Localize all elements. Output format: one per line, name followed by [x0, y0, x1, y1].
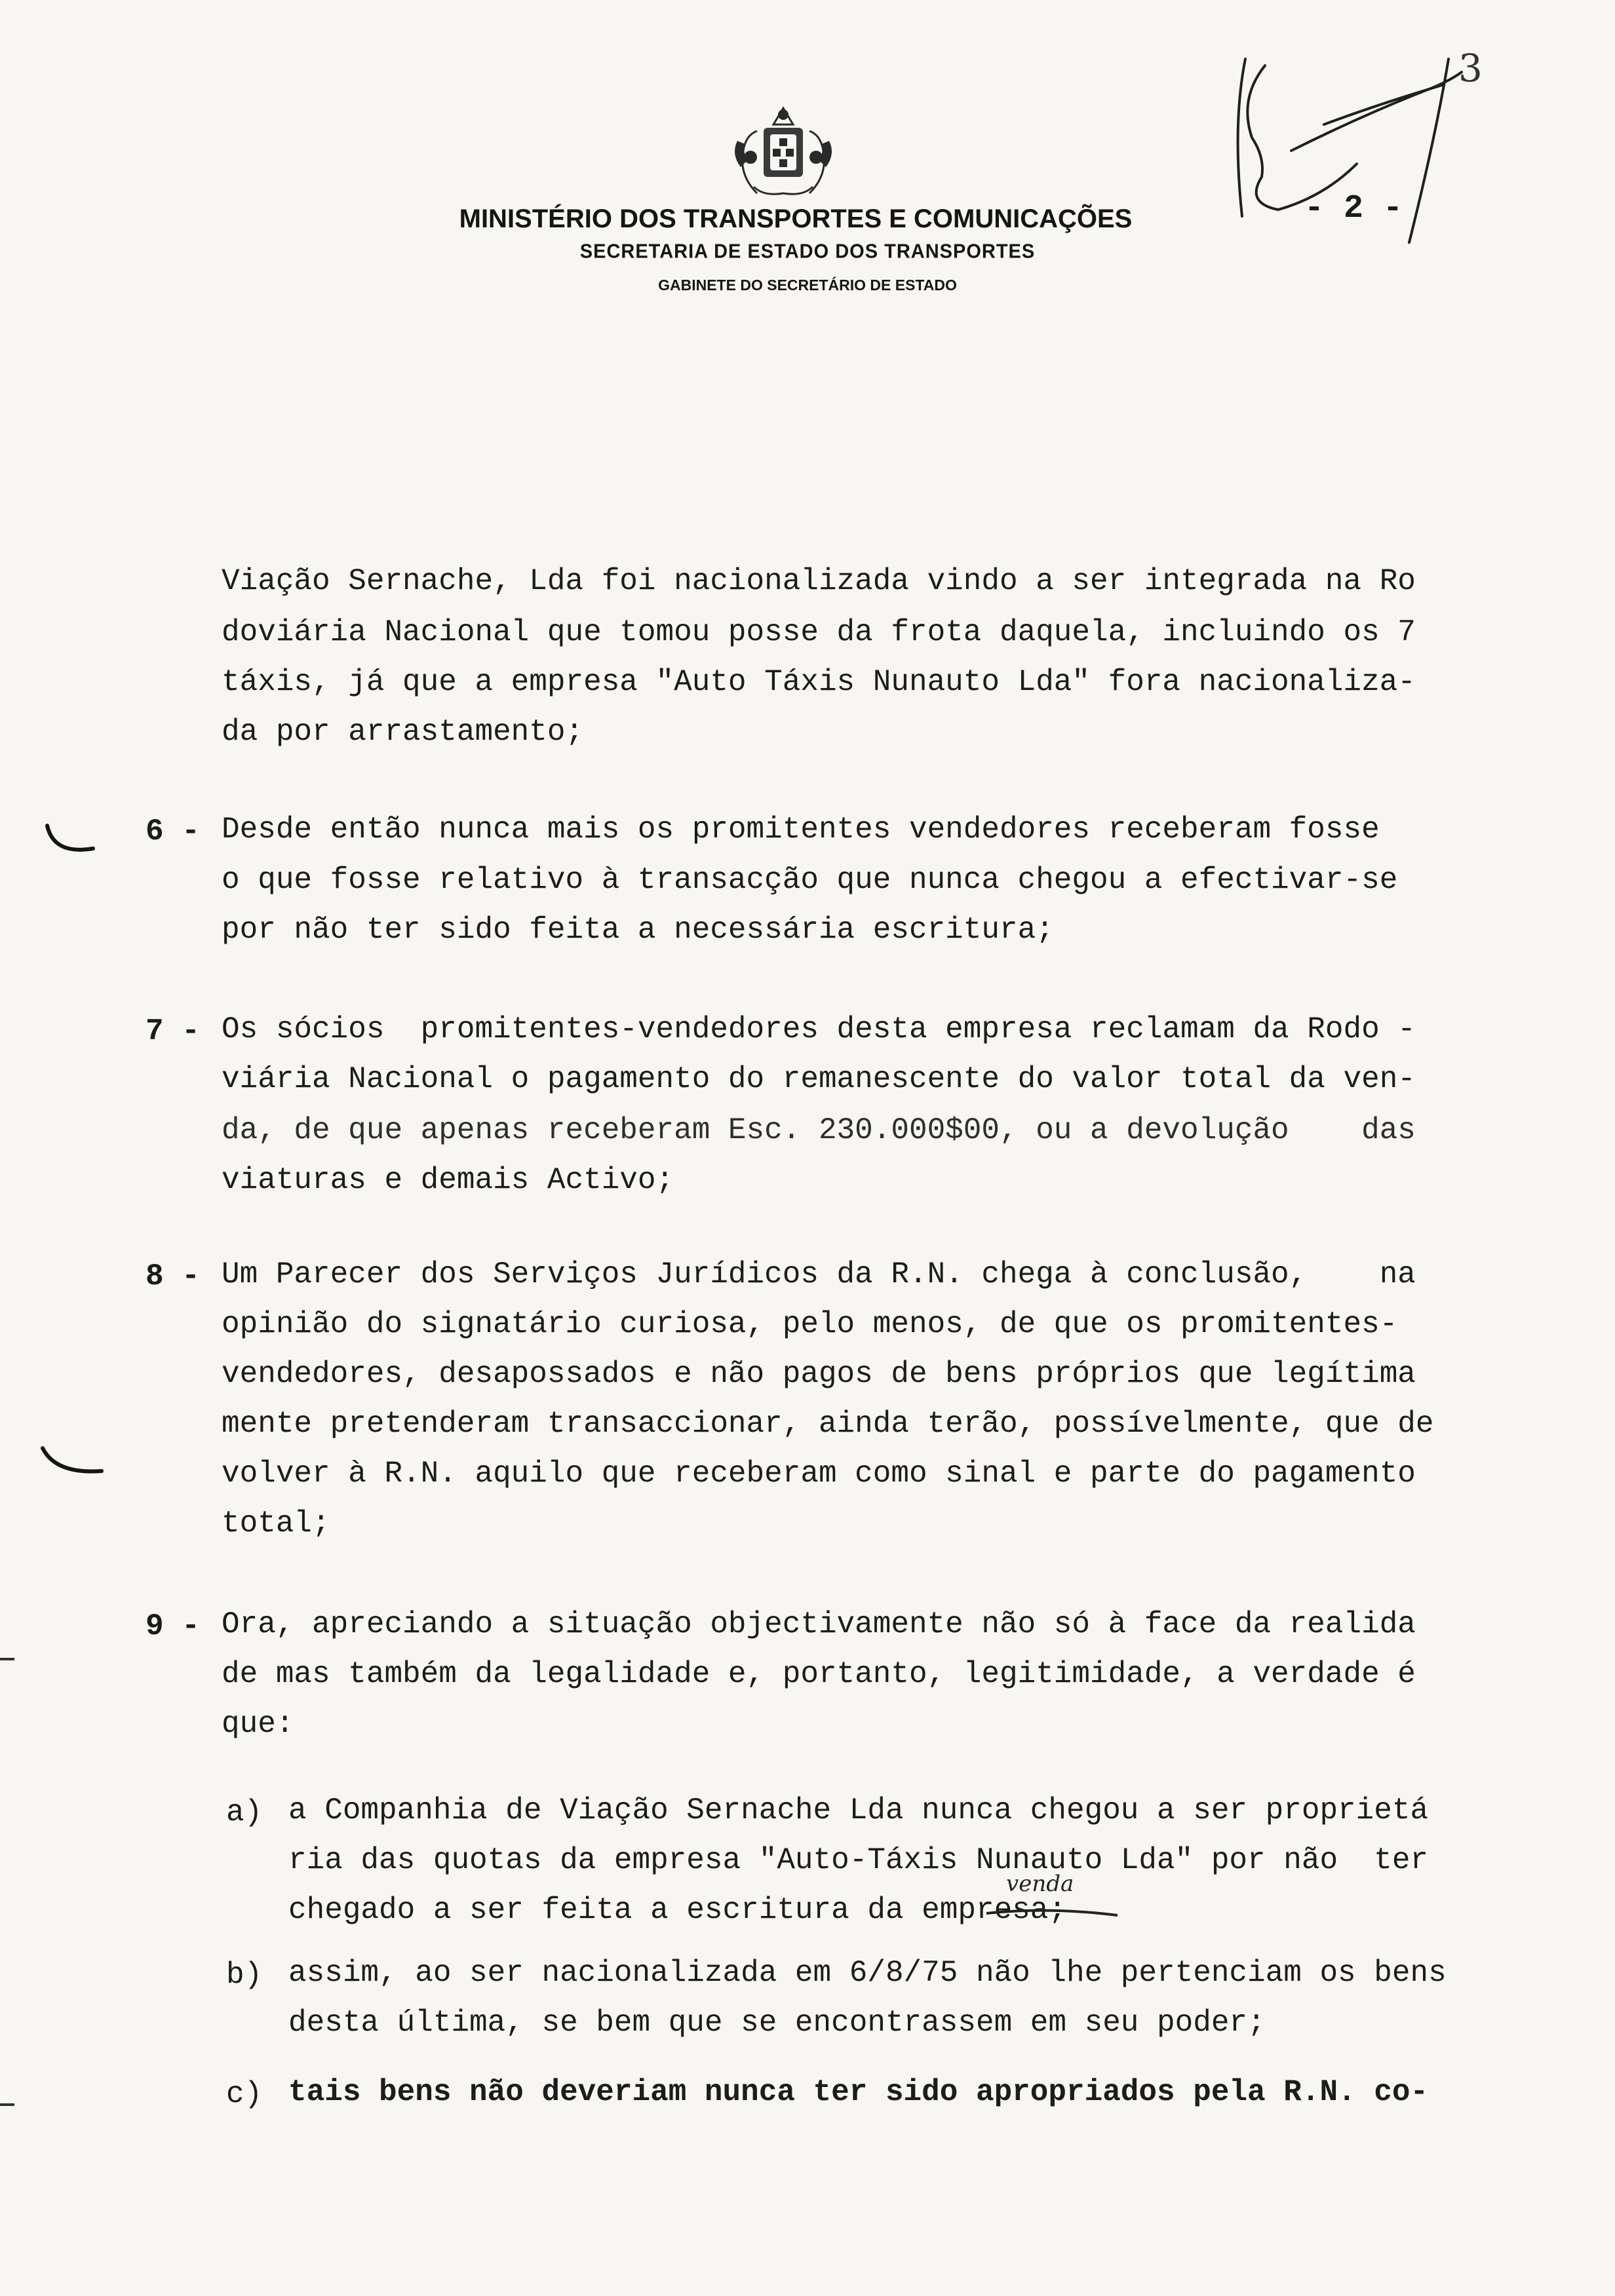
p9-line-2: de mas também da legalidade e, portanto, legitimidade, a verdade é [222, 1657, 1416, 1691]
paragraph-number: 8 - [146, 1259, 200, 1293]
p6-line-1: Desde então nunca mais os promitentes vendedores receberam fosse [222, 813, 1380, 847]
p7-line-2: viária Nacional o pagamento do remanescente do valor total da ven- [222, 1062, 1416, 1096]
p6-line-3: por não ter sido feita a necessária escritura; [222, 913, 1054, 947]
p8-line-6: total; [222, 1506, 330, 1540]
item-b-line-1: assim, ao ser nacionalizada em 6/8/75 não lhe pertenciam os bens [288, 1956, 1447, 1990]
p8-line-4: mente pretenderam transaccionar, ainda terão, possívelmente, que de [222, 1407, 1434, 1441]
paragraph-number: 9 - [146, 1609, 200, 1643]
paragraph-number: 6 - [146, 814, 200, 849]
handwritten-correction: venda [1006, 1871, 1074, 1897]
item-a-line-2: ria das quotas da empresa "Auto-Táxis Nunauto Lda" por não ter [288, 1843, 1429, 1877]
p5-line-1: Viação Sernache, Lda foi nacionalizada vindo a ser integrada na Ro [222, 564, 1416, 598]
p8-line-2: opinião do signatário curiosa, pelo menos, de que os promitentes- [222, 1307, 1398, 1341]
edge-mark [0, 1658, 14, 1660]
p6-line-2: o que fosse relativo à transacção que nunca chegou a efectivar-se [222, 863, 1398, 897]
p7-line-3: da, de que apenas receberam Esc. 230.000$00, ou a devolução das [222, 1113, 1416, 1147]
page-number: - 2 - [1304, 190, 1403, 227]
p5-line-4: da por arrastamento; [222, 715, 584, 749]
p8-line-5: volver à R.N. aquilo que receberam como sinal e parte do pagamento [222, 1457, 1416, 1491]
item-letter: b) [226, 1958, 263, 1992]
paragraph-number: 7 - [146, 1014, 200, 1048]
p8-line-1: Um Parecer dos Serviços Jurídicos da R.N. chega à conclusão, na [222, 1257, 1416, 1292]
p9-line-3: que: [222, 1707, 294, 1741]
item-a-line-3: chegado a ser feita a escritura da empresa; [288, 1893, 1066, 1927]
item-letter: a) [226, 1795, 263, 1829]
margin-check-mark [36, 1442, 108, 1487]
gabinete-heading: GABINETE DO SECRETÁRIO DE ESTADO [658, 277, 957, 294]
strikethrough-mark [983, 1904, 1121, 1923]
ministry-heading: MINISTÉRIO DOS TRANSPORTES E COMUNICAÇÕES [459, 204, 1133, 233]
p5-line-3: táxis, já que a empresa "Auto Táxis Nunauto Lda" fora nacionaliza- [222, 665, 1416, 699]
item-b-line-2: desta última, se bem que se encontrassem em seu poder; [288, 2006, 1266, 2040]
edge-mark [0, 2103, 14, 2106]
item-letter: c) [226, 2077, 263, 2111]
item-a-line-1: a Companhia de Viação Sernache Lda nunca chegou a ser proprietá [288, 1793, 1429, 1827]
p9-line-1: Ora, apreciando a situação objectivamente não só à face da realida [222, 1607, 1416, 1641]
item-c-line-1: tais bens não deveriam nunca ter sido apropriados pela R.N. co- [288, 2075, 1429, 2109]
folio-number: 3 [1458, 46, 1483, 90]
p7-line-1: Os sócios promitentes-vendedores desta empresa reclamam da Rodo - [222, 1012, 1416, 1046]
p8-line-3: vendedores, desapossados e não pagos de bens próprios que legítima [222, 1357, 1416, 1391]
coat-of-arms-emblem [718, 95, 849, 200]
p5-line-2: doviária Nacional que tomou posse da frota daquela, incluindo os 7 [222, 615, 1416, 649]
p7-line-4: viaturas e demais Activo; [222, 1163, 674, 1197]
margin-check-mark [41, 819, 100, 858]
secretaria-heading: SECRETARIA DE ESTADO DOS TRANSPORTES [579, 240, 1036, 263]
